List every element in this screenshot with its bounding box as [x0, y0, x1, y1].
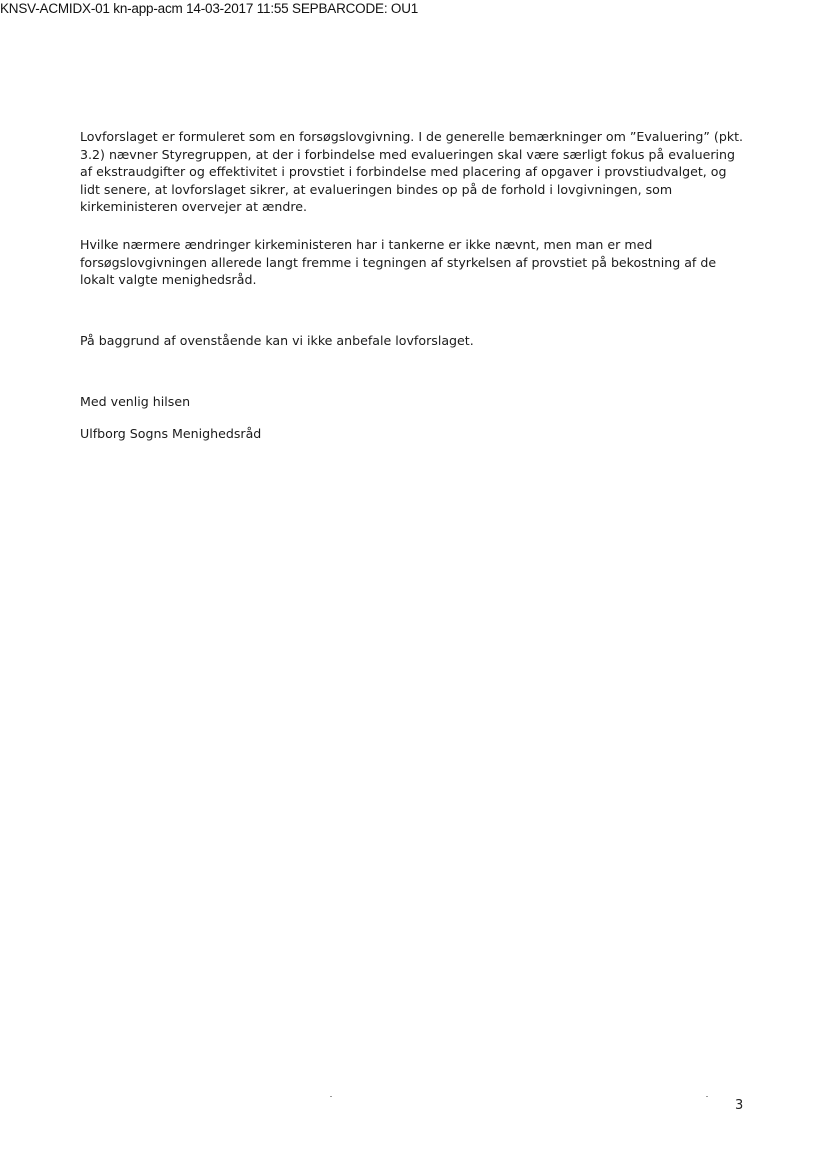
signature-organization: Ulfborg Sogns Menighedsråd — [80, 426, 262, 441]
paragraph-changes: Hvilke nærmere ændringer kirkeministeren har i tankerne er ikke nævnt, men man er med forsøgslovgivningen allerede langt fremme i tegningen af styrkelsen af provstiet på bekostning af de lokalt valgte menighedsråd. — [80, 237, 717, 287]
closing-greeting: Med venlig hilsen — [80, 394, 191, 409]
fax-header-line: KNSV-ACMIDX-01 kn-app-acm 14-03-2017 11:55 SEPBARCODE: OU1 — [0, 1, 419, 16]
paragraph-evaluation: Lovforslaget er formuleret som en forsøgslovgivning. I de generelle bemærkninger om ”Evaluering” (pkt. 3.2) nævner Styregruppen, at der i forbindelse med evalueringen skal være særligt fokus på evaluering af ekstraudgifter og effektivitet i provstiet i forbindelse med placering af opgaver i provstiudvalget, og lidt senere, at lovforslaget sikrer, at evalueringen bindes op på de forhold i lovgivningen, som kirkeministeren overvejer at ændre. — [80, 129, 744, 214]
page-number: 3 — [735, 1098, 744, 1113]
scan-speck — [330, 1096, 332, 1097]
paragraph-conclusion: På baggrund af ovenstående kan vi ikke anbefale lovforslaget. — [80, 333, 474, 348]
scan-speck — [706, 1096, 708, 1097]
